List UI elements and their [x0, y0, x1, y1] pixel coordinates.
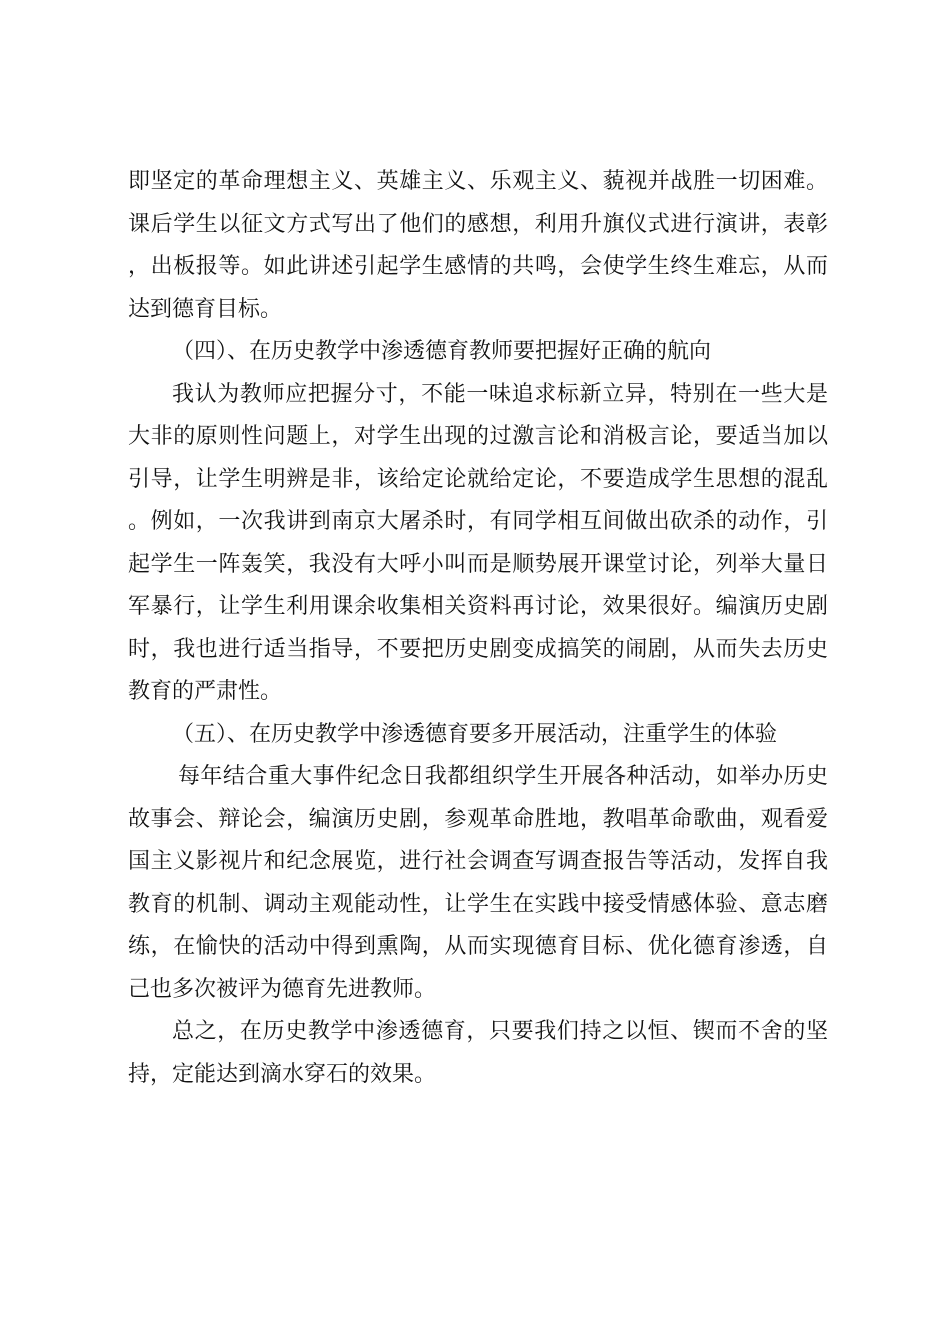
section-heading-four: （四）、在历史教学中渗透德育教师要把握好正确的航向 [172, 339, 712, 364]
paragraph-conclusion: 总之，在历史教学中渗透德育，只要我们持之以恒、锲而不舍的坚持，定能达到滴水穿石的效果。 [128, 1019, 828, 1087]
document-body [128, 161, 828, 1096]
paragraph-activities: 每年结合重大事件纪念日我都组织学生开展各种活动，如举办历史故事会、辩论会，编演历史剧，参观革命胜地，教唱革命歌曲，观看爱国主义影视片和纪念展览，进行社会调查写调查报告等活动，发挥自我教育的机制、调动主观能动性，让学生在实践中接受情感体验、意志磨练，在愉快的活动中得到熏陶，从而实现德育目标、优化德育渗透，自己也多次被评为德育先进教师。 [128, 764, 828, 1002]
section-heading-five: （五）、在历史教学中渗透德育要多开展活动，注重学生的体验 [172, 721, 778, 747]
paragraph-continuation: 即坚定的革命理想主义、英雄主义、乐观主义、藐视并战胜一切困难。课后学生以征文方式写出了他们的感想，利用升旗仪式进行演讲，表彰，出板报等。如此讲述引起学生感情的共鸣，会使学生终生难忘，从而达到德育目标。 [128, 169, 828, 322]
paragraph-guidance: 我认为教师应把握分寸，不能一味追求标新立异，特别在一些大是大非的原则性问题上，对学生出现的过激言论和消极言论，要适当加以引导，让学生明辨是非，该给定论就给定论，不要造成学生思想的混乱。例如，一次我讲到南京大屠杀时，有同学相互间做出砍杀的动作，引起学生一阵轰笑，我没有大呼小叫而是顺势展开课堂讨论，列举大量日军暴行，让学生利用课余收集相关资料再讨论，效果很好。编演历史剧时，我也进行适当指导，不要把历史剧变成搞笑的闹剧，从而失去历史教育的严肃性。 [128, 381, 828, 704]
